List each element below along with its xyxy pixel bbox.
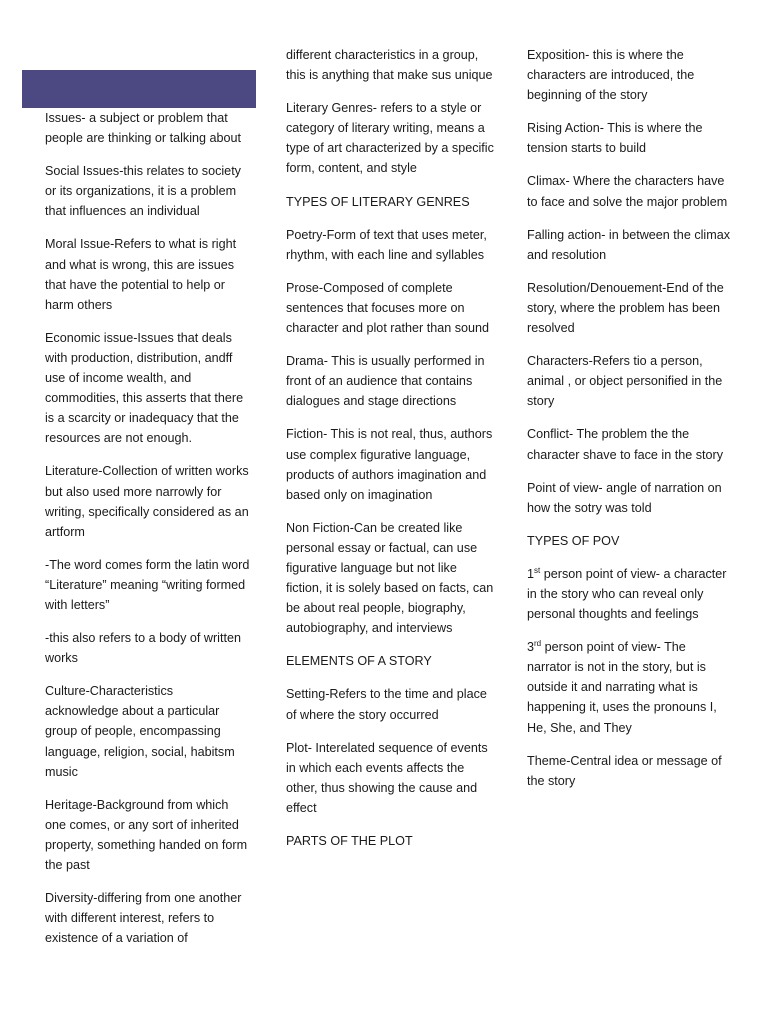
paragraph: Falling action- in between the climax and resolution	[527, 227, 731, 262]
paragraph: Issues- a subject or problem that people are thinking or talking about	[45, 111, 242, 146]
column-2	[286, 45, 494, 864]
paragraph: Point of view- angle of narration on how the sotry was told	[527, 480, 722, 515]
paragraph: Fiction- This is not real, thus, authors use complex figurative language, products of authors imagination and based only on imagination	[286, 427, 493, 502]
ordinal-number: 1	[527, 566, 535, 581]
paragraph	[527, 564, 732, 624]
paragraph: Rising Action- This is where the tension starts to build	[527, 121, 703, 156]
paragraph-text: person point of view- The narrator is not in the story, but is outside it and narrating what is happening it, uses the pronouns I, He, She, and They	[527, 640, 717, 735]
column-1	[45, 108, 250, 961]
paragraph	[527, 637, 732, 737]
section-heading: PARTS OF THE PLOT	[286, 834, 413, 848]
paragraph-text: person point of view- a character in the story who can reveal only personal thoughts and feelings	[527, 566, 727, 622]
section-heading: TYPES OF POV	[527, 533, 620, 548]
paragraph: Setting-Refers to the time and place of where the story occurred	[286, 687, 487, 722]
paragraph: Theme-Central idea or message of the story	[527, 753, 722, 788]
ordinal-suffix: rd	[534, 638, 542, 648]
paragraph: Literary Genres- refers to a style or category of literary writing, means a type of art characterized by a specific form, content, and style	[286, 101, 494, 176]
paragraph: Prose-Composed of complete sentences that focuses more on character and plot rather than sound	[286, 280, 490, 336]
paragraph: Economic issue-Issues that deals with production, distribution, andff use of income wealth, and commodities, this asserts that there is a scarcity or inadequacy that the resources are not enough.	[45, 330, 244, 446]
ordinal-number: 3	[527, 640, 535, 655]
paragraph: Exposition- this is where the characters are introduced, the beginning of the story	[527, 48, 695, 103]
paragraph: Resolution/Denouement-End of the story, where the problem has been resolved	[527, 280, 724, 336]
column-3	[527, 45, 732, 804]
paragraph: different characteristics in a group, this is anything that make sus unique	[286, 48, 493, 83]
paragraph: Diversity-differing from one another with different interest, refers to existence of a variation of	[45, 891, 242, 946]
paragraph: -The word comes form the latin word “Literature” meaning “writing formed with letters”	[45, 557, 250, 612]
paragraph: Literature-Collection of written works but also used more narrowly for writing, specifically considered as an artform	[45, 464, 249, 539]
paragraph: Conflict- The problem the the character shave to face in the story	[527, 427, 724, 462]
paragraph: Drama- This is usually performed in front of an audience that contains dialogues and stage directions	[286, 354, 485, 409]
paragraph: Social Issues-this relates to society or its organizations, it is a problem that influences an individual	[45, 164, 241, 219]
section-heading: TYPES OF LITERARY GENRES	[286, 194, 470, 209]
paragraph: Plot- Interelated sequence of events in which each events affects the other, thus showing the cause and effect	[286, 740, 488, 815]
paragraph: Poetry-Form of text that uses meter, rhythm, with each line and syllables	[286, 227, 487, 262]
paragraph: Characters-Refers tio a person, animal , or object personified in the story	[527, 354, 723, 409]
header-bar	[22, 70, 256, 108]
paragraph: Culture-Characteristics acknowledge about a particular group of people, encompassing language, religion, social, habitsm music	[45, 684, 235, 779]
section-heading: ELEMENTS OF A STORY	[286, 654, 432, 669]
paragraph: Heritage-Background from which one comes, or any sort of inherited property, something handed on form the past	[45, 797, 248, 872]
paragraph: Non Fiction-Can be created like personal essay or factual, can use figurative language but not like fiction, it is solely based on facts, can be about real people, biography, autobiography, and interviews	[286, 520, 494, 636]
ordinal-suffix: st	[534, 565, 541, 575]
paragraph: Moral Issue-Refers to what is right and what is wrong, this are issues that have the potential to help or harm others	[45, 237, 237, 312]
paragraph: -this also refers to a body of written works	[45, 631, 241, 666]
paragraph: Climax- Where the characters have to face and solve the major problem	[527, 174, 728, 209]
